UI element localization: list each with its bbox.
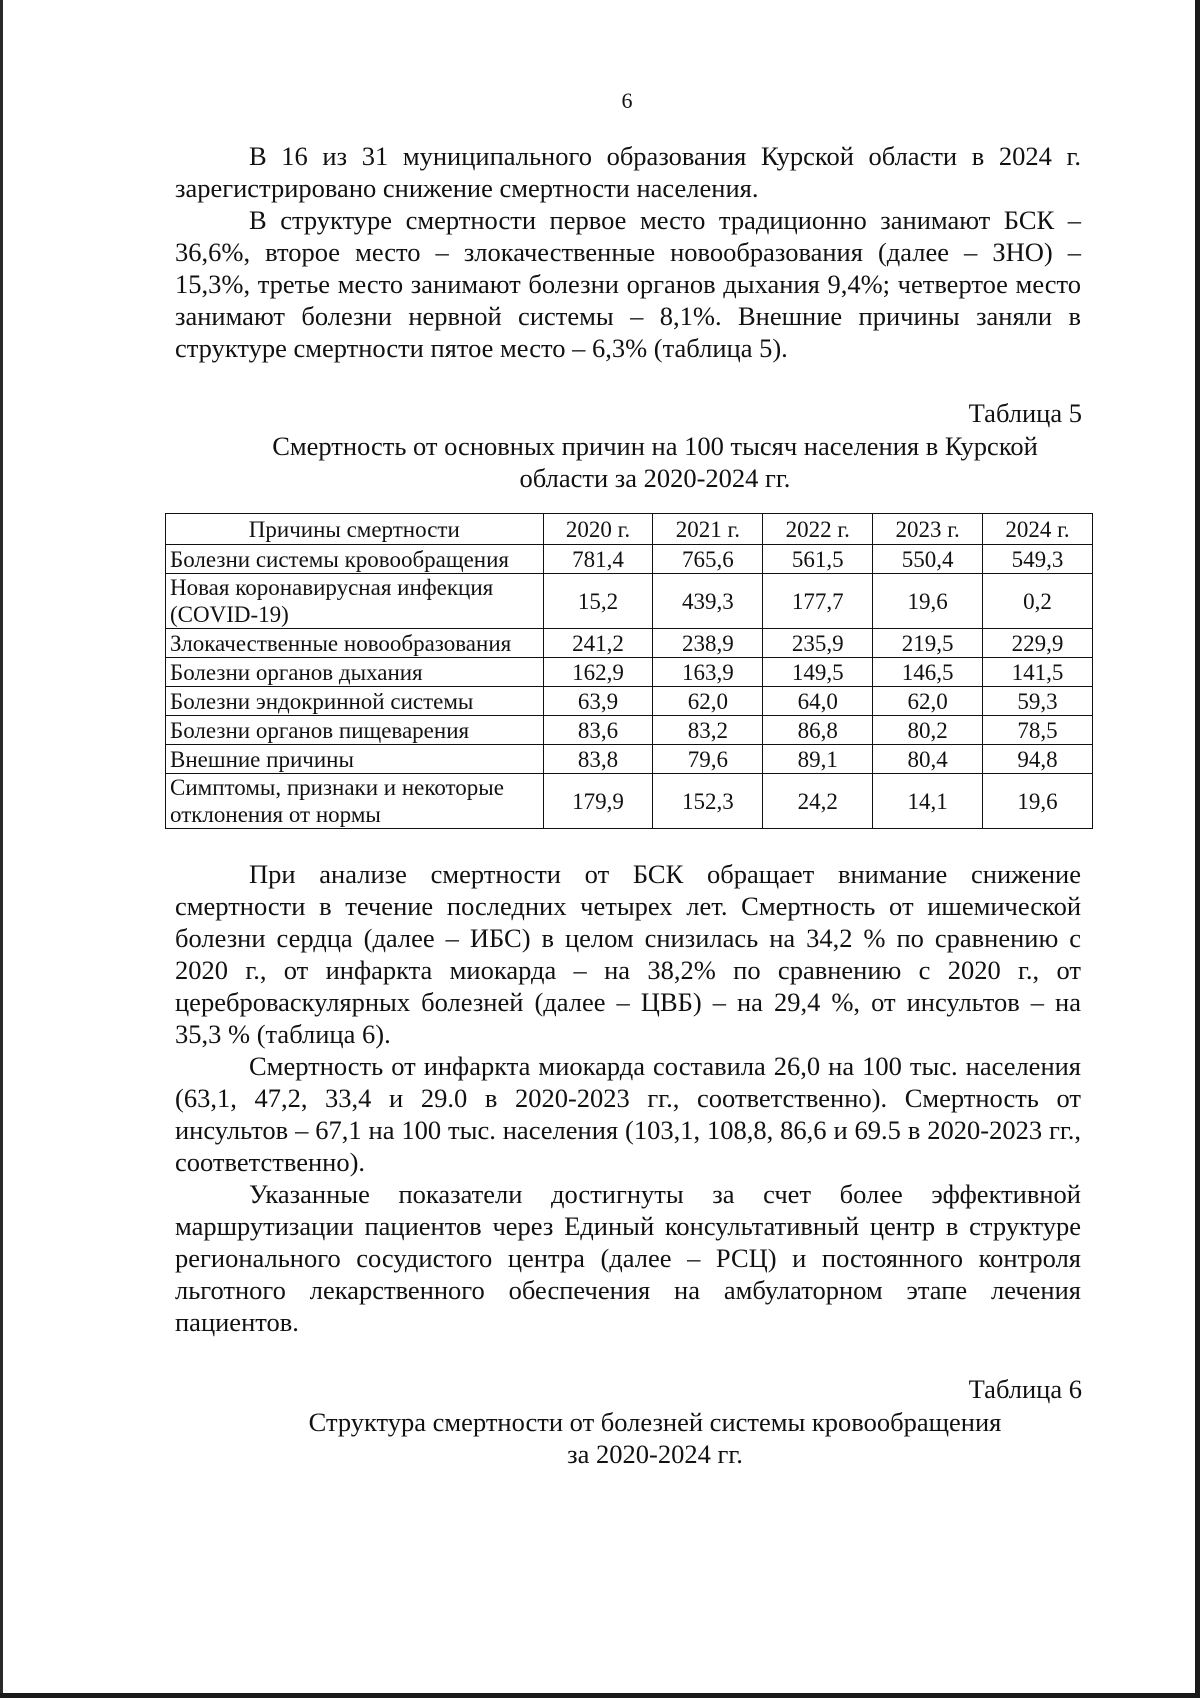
analysis-paragraph: Смертность от инфаркта миокарда составила 26,0 на 100 тыс. населения (63,1, 47,2, 33,4 и 29.0 в 2020-2023 гг., соответственно). Смертность от инсультов – 67,1 на 100 тыс. населения (103,1, 108,8, 86,6 и 69.5 в 2020-2023 гг., соответственно). (175, 1051, 1081, 1177)
scan-edge-bottom (0, 1693, 1200, 1698)
value-cell: 19,6 (873, 574, 983, 629)
table-row (166, 687, 1093, 716)
intro-paragraph: В 16 из 31 муниципального образования Курской области в 2024 г. зарегистрировано снижение смертности населения. (175, 141, 1081, 203)
table-header-row (166, 514, 1093, 545)
value-cell: 561,5 (763, 545, 873, 574)
table6-caption-line: за 2020-2024 гг. (567, 1439, 743, 1469)
table-row (166, 716, 1093, 745)
value-cell: 63,9 (543, 687, 653, 716)
header-year: 2022 г. (763, 514, 873, 545)
value-cell: 83,2 (653, 716, 763, 745)
mortality-table (165, 513, 1093, 829)
table-row (166, 629, 1093, 658)
analysis-text (175, 858, 1081, 1338)
value-cell: 765,6 (653, 545, 763, 574)
value-cell: 219,5 (873, 629, 983, 658)
header-cause: Причины смертности (166, 514, 544, 545)
value-cell: 79,6 (653, 745, 763, 774)
value-cell: 19,6 (983, 774, 1093, 829)
scan-edge-right (1195, 0, 1200, 1698)
intro-paragraph: В структуре смертности первое место традиционно занимают БСК – 36,6%, второе место – злокачественные новообразования (далее – ЗНО) – 15,3%, третье место занимают болезни органов дыхания 9,4%; четвертое место занимают болезни нервной системы – 8,1%. Внешние причины заняли в структуре смертности пятое место – 6,3% (таблица 5). (175, 205, 1081, 363)
cause-cell: Болезни органов пищеварения (166, 716, 544, 745)
value-cell: 439,3 (653, 574, 763, 629)
value-cell: 59,3 (983, 687, 1093, 716)
value-cell: 149,5 (763, 658, 873, 687)
table-row (166, 545, 1093, 574)
value-cell: 177,7 (763, 574, 873, 629)
scan-edge-left (0, 0, 3, 1698)
value-cell: 83,8 (543, 745, 653, 774)
value-cell: 80,4 (873, 745, 983, 774)
header-year: 2024 г. (983, 514, 1093, 545)
value-cell: 86,8 (763, 716, 873, 745)
header-year: 2023 г. (873, 514, 983, 545)
value-cell: 83,6 (543, 716, 653, 745)
value-cell: 80,2 (873, 716, 983, 745)
value-cell: 141,5 (983, 658, 1093, 687)
value-cell: 0,2 (983, 574, 1093, 629)
value-cell: 163,9 (653, 658, 763, 687)
value-cell: 229,9 (983, 629, 1093, 658)
table6-label: Таблица 6 (968, 1374, 1082, 1404)
intro-text (175, 140, 1081, 364)
value-cell: 549,3 (983, 545, 1093, 574)
value-cell: 89,1 (763, 745, 873, 774)
table-row (166, 774, 1093, 829)
cause-cell: Симптомы, признаки и некоторые отклонения от нормы (166, 774, 544, 829)
analysis-paragraph: Указанные показатели достигнуты за счет более эффективной маршрутизации пациентов через Единый консультативный центр в структуре регионального сосудистого центра (далее – РСЦ) и постоянного контроля льготного лекарственного обеспечения на амбулаторном этапе лечения пациентов. (175, 1179, 1081, 1337)
table5-caption: Смертность от основных причин на 100 тысяч населения в Курской области за 2020-2024 гг. (272, 431, 1038, 493)
table-row (166, 658, 1093, 687)
cause-cell: Болезни органов дыхания (166, 658, 544, 687)
value-cell: 781,4 (543, 545, 653, 574)
cause-cell: Новая коронавирусная инфекция (COVID-19) (166, 574, 544, 629)
table6-caption (230, 1406, 1080, 1470)
header-year: 2021 г. (653, 514, 763, 545)
value-cell: 62,0 (873, 687, 983, 716)
value-cell: 78,5 (983, 716, 1093, 745)
value-cell: 241,2 (543, 629, 653, 658)
value-cell: 94,8 (983, 745, 1093, 774)
header-year: 2020 г. (543, 514, 653, 545)
value-cell: 152,3 (653, 774, 763, 829)
value-cell: 146,5 (873, 658, 983, 687)
value-cell: 238,9 (653, 629, 763, 658)
table-row (166, 574, 1093, 629)
table-row (166, 745, 1093, 774)
value-cell: 179,9 (543, 774, 653, 829)
value-cell: 550,4 (873, 545, 983, 574)
value-cell: 14,1 (873, 774, 983, 829)
value-cell: 62,0 (653, 687, 763, 716)
cause-cell: Злокачественные новообразования (166, 629, 544, 658)
value-cell: 24,2 (763, 774, 873, 829)
cause-cell: Болезни эндокринной системы (166, 687, 544, 716)
table6-caption-line: Структура смертности от болезней системы кровообращения (308, 1407, 1002, 1437)
value-cell: 162,9 (543, 658, 653, 687)
analysis-paragraph: При анализе смертности от БСК обращает внимание снижение смертности в течение последних четырех лет. Смертность от ишемической болезни сердца (далее – ИБС) в целом снизилась на 34,2 % по сравнению с 2020 г., от инфаркта миокарда – на 38,2% по сравнению с 2020 г., от цереброваскулярных болезней (далее – ЦВБ) – на 29,4 %, от инсультов – на 35,3 % (таблица 6). (175, 859, 1081, 1049)
table5-label: Таблица 5 (968, 398, 1082, 428)
value-cell: 15,2 (543, 574, 653, 629)
value-cell: 235,9 (763, 629, 873, 658)
cause-cell: Болезни системы кровообращения (166, 545, 544, 574)
cause-cell: Внешние причины (166, 745, 544, 774)
value-cell: 64,0 (763, 687, 873, 716)
page-number: 6 (621, 88, 633, 113)
